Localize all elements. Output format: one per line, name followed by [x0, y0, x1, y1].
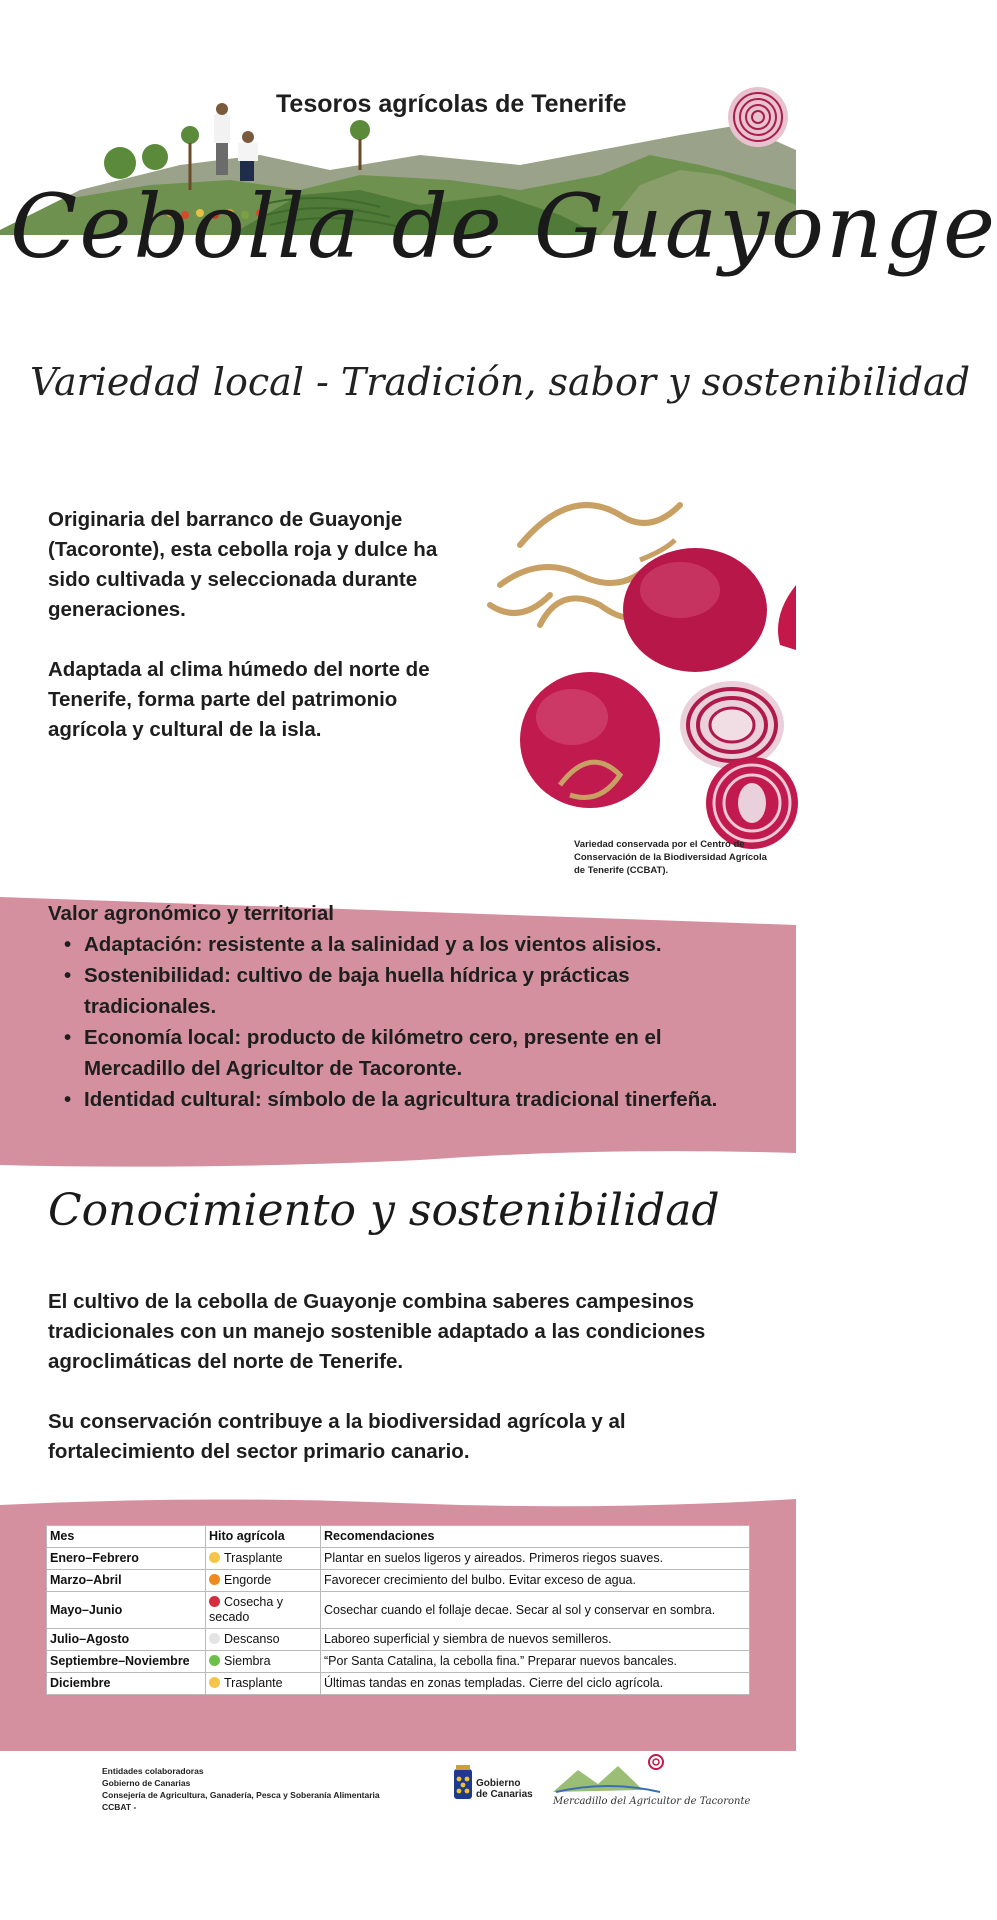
cell-mes: Julio–Agosto [47, 1629, 206, 1651]
status-dot-icon [209, 1655, 220, 1666]
cell-recomendaciones: Plantar en suelos ligeros y aireados. Primeros riegos suaves. [321, 1548, 750, 1570]
cell-hito [206, 1548, 321, 1570]
onion-image [480, 485, 796, 855]
values-item-identidad: • Identidad cultural: símbolo de la agricultura tradicional tinerfeña. [84, 1084, 748, 1115]
footer-line: Gobierno de Canarias [102, 1778, 191, 1788]
hito-label: Descanso [224, 1632, 280, 1646]
values-item-adaptacion: • Adaptación: resistente a la salinidad y a los vientos alisios. [84, 929, 748, 960]
image-caption: Variedad conservada por el Centro de Conservación de la Biodiversidad Agrícola de Tenerife (CCBAT). [574, 839, 767, 876]
cell-hito [206, 1592, 321, 1629]
cell-recomendaciones: Cosechar cuando el follaje decae. Secar al sol y conservar en sombra. [321, 1592, 750, 1629]
status-dot-icon [209, 1633, 220, 1644]
values-section [48, 898, 748, 1115]
cell-mes: Enero–Febrero [47, 1548, 206, 1570]
table-row [47, 1570, 750, 1592]
intro-text [48, 505, 478, 745]
status-dot-icon [209, 1552, 220, 1563]
hito-label: Engorde [224, 1573, 272, 1587]
knowledge-paragraph-2: Su conservación contribuye a la biodiversidad agrícola y al fortalecimiento del sector primario canario. [48, 1410, 626, 1463]
header [0, 0, 997, 404]
cell-mes: Mayo–Junio [47, 1592, 206, 1629]
page-title: Cebolla de Guayonge [10, 175, 997, 278]
values-list [84, 929, 748, 1115]
status-dot-icon [209, 1574, 220, 1585]
footer-line: Consejería de Agricultura, Ganadería, Pesca y Soberanía Alimentaria [102, 1790, 380, 1800]
cell-recomendaciones: Últimas tandas en zonas templadas. Cierre del ciclo agrícola. [321, 1673, 750, 1695]
table-row [47, 1629, 750, 1651]
cell-mes: Marzo–Abril [47, 1570, 206, 1592]
table-body [47, 1548, 750, 1695]
values-item-economia: • Economía local: producto de kilómetro cero, presente en el Mercadillo del Agricultor de Tacoronte. [84, 1022, 748, 1084]
gobierno-logo-line: de Canarias [476, 1789, 533, 1800]
footer-line: Entidades colaboradoras [102, 1766, 204, 1776]
hito-label: Siembra [224, 1654, 271, 1668]
knowledge-heading: Conocimiento y sostenibilidad [48, 1185, 720, 1236]
calendar-table [46, 1525, 750, 1695]
gobierno-logo-line: Gobierno [476, 1778, 521, 1789]
table-row [47, 1673, 750, 1695]
gobierno-canarias-text [476, 1778, 533, 1800]
cell-hito [206, 1651, 321, 1673]
footer-credits [102, 1765, 380, 1813]
cell-hito [206, 1629, 321, 1651]
cell-mes: Septiembre–Noviembre [47, 1651, 206, 1673]
footer-line: CCBAT - [102, 1802, 137, 1812]
page-subtitle: Variedad local - Tradición, sabor y sostenibilidad [30, 360, 971, 404]
cell-recomendaciones: “Por Santa Catalina, la cebolla fina.” Preparar nuevos bancales. [321, 1651, 750, 1673]
table-row [47, 1548, 750, 1570]
knowledge-text [48, 1287, 768, 1467]
hito-label: Cosecha y secado [209, 1595, 284, 1624]
status-dot-icon [209, 1677, 220, 1688]
column-header-mes: Mes [47, 1526, 206, 1548]
intro-paragraph-1: Originaria del barranco de Guayonje (Tacoronte), esta cebolla roja y dulce ha sido cultivada y seleccionada durante generaciones. [48, 508, 438, 621]
knowledge-paragraph-1: El cultivo de la cebolla de Guayonje combina saberes campesinos tradicionales con un manejo sostenible adaptado a las condiciones agroclimáticas del norte de Tenerife. [48, 1290, 706, 1373]
hito-label: Trasplante [224, 1676, 283, 1690]
values-item-sostenibilidad: • Sostenibilidad: cultivo de baja huella hídrica y prácticas tradicionales. [84, 960, 748, 1022]
cell-hito [206, 1673, 321, 1695]
table-row [47, 1592, 750, 1629]
table-header-row [47, 1526, 750, 1548]
mercadillo-logo-text: Mercadillo del Agricultor de Tacoronte [553, 1796, 751, 1807]
values-heading: Valor agronómico y territorial [48, 902, 334, 925]
cell-recomendaciones: Laboreo superficial y siembra de nuevos semilleros. [321, 1629, 750, 1651]
intro-paragraph-2: Adaptada al clima húmedo del norte de Tenerife, forma parte del patrimonio agrícola y cultural de la isla. [48, 658, 430, 741]
table-row [47, 1651, 750, 1673]
cell-hito [206, 1570, 321, 1592]
status-dot-icon [209, 1596, 220, 1607]
hito-label: Trasplante [224, 1551, 283, 1565]
cell-recomendaciones: Favorecer crecimiento del bulbo. Evitar exceso de agua. [321, 1570, 750, 1592]
header-tagline: Tesoros agrícolas de Tenerife [276, 90, 627, 118]
column-header-hito: Hito agrícola [206, 1526, 321, 1548]
column-header-recomendaciones: Recomendaciones [321, 1526, 750, 1548]
cell-mes: Diciembre [47, 1673, 206, 1695]
